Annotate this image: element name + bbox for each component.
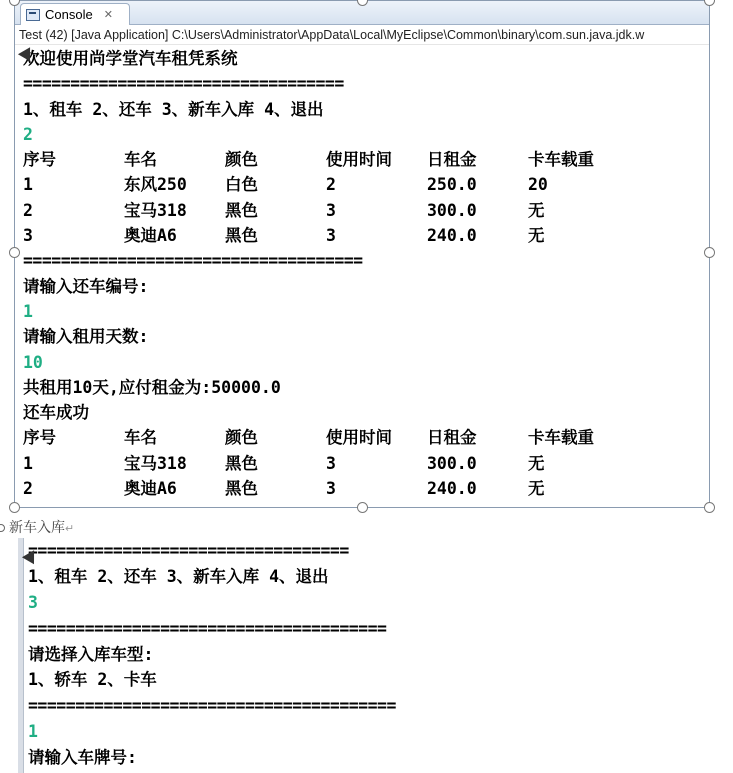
cell: 1 xyxy=(23,453,33,473)
separator-line: ======================================= xyxy=(28,696,396,716)
user-input-choice: 2 xyxy=(23,124,33,144)
separator-line: ====================================== xyxy=(28,618,387,638)
console-tab-label: Console xyxy=(45,7,93,22)
user-input-return-number: 1 xyxy=(23,301,33,321)
cell: 黑色 xyxy=(225,200,258,220)
cell: 2 xyxy=(326,175,336,195)
cell: 宝马318 xyxy=(124,200,187,220)
cell: 3 xyxy=(326,479,336,499)
col-header: 卡车载重 xyxy=(528,150,594,170)
left-ruler xyxy=(18,538,24,773)
user-input-choice: 3 xyxy=(28,592,38,612)
cell: 3 xyxy=(326,200,336,220)
cell: 无 xyxy=(528,226,545,246)
col-header: 颜色 xyxy=(225,150,258,170)
bullet-icon xyxy=(0,524,5,532)
resize-handle[interactable] xyxy=(704,502,715,513)
table-header xyxy=(23,425,628,450)
col-header: 使用时间 xyxy=(326,150,392,170)
prompt-rental-days: 请输入租用天数: xyxy=(23,327,149,347)
col-header: 日租金 xyxy=(427,150,477,170)
cell: 东风250 xyxy=(124,175,187,195)
cell: 2 xyxy=(23,200,33,220)
col-header: 车名 xyxy=(124,150,157,170)
caption-text: 新车入库 xyxy=(9,519,65,535)
user-input-rental-days: 10 xyxy=(23,352,43,372)
cell: 黑色 xyxy=(225,479,258,499)
console-output-2[interactable] xyxy=(18,538,733,773)
table-row xyxy=(23,198,628,223)
prompt-car-type: 请选择入库车型: xyxy=(28,644,154,664)
col-header: 卡车载重 xyxy=(528,428,594,448)
console-icon xyxy=(26,9,40,21)
console-output[interactable] xyxy=(23,46,628,501)
cell: 300.0 xyxy=(427,453,477,473)
table-row xyxy=(23,172,628,197)
total-rent-line: 共租用10天,应付租金为:50000.0 xyxy=(23,377,281,397)
cell: 2 xyxy=(23,479,33,499)
cell: 无 xyxy=(528,453,545,473)
col-header: 日租金 xyxy=(427,428,477,448)
cell: 3 xyxy=(326,453,336,473)
cell: 1 xyxy=(23,175,33,195)
cell: 宝马318 xyxy=(124,453,187,473)
console-tab[interactable] xyxy=(20,3,130,25)
cell: 3 xyxy=(23,226,33,246)
prompt-plate-number: 请输入车牌号: xyxy=(28,748,137,768)
separator-line: ================================== xyxy=(28,541,349,560)
welcome-line: 欢迎使用尚学堂汽车租凭系统 xyxy=(23,49,238,68)
console-text-2 xyxy=(28,538,396,771)
car-type-options: 1、轿车 2、卡车 xyxy=(28,670,157,690)
prompt-return-number: 请输入还车编号: xyxy=(23,276,149,296)
cell: 奥迪A6 xyxy=(124,479,177,499)
resize-handle[interactable] xyxy=(9,502,20,513)
table-row xyxy=(23,451,628,476)
cell: 奥迪A6 xyxy=(124,226,177,246)
launch-path: Test (42) [Java Application] C:\Users\Administrator\AppData\Local\MyEclipse\Common\binary\com.sun.java.jdk.w xyxy=(15,25,709,45)
table-row xyxy=(23,476,628,501)
cell: 白色 xyxy=(225,175,258,195)
resize-handle[interactable] xyxy=(704,247,715,258)
resize-handle[interactable] xyxy=(357,502,368,513)
cell: 无 xyxy=(528,200,545,220)
close-icon[interactable]: ✕ xyxy=(103,9,113,21)
document-caption xyxy=(0,517,74,537)
col-header: 序号 xyxy=(23,428,56,448)
table-header xyxy=(23,147,628,172)
resize-handle[interactable] xyxy=(704,0,715,6)
separator-line: ================================== xyxy=(23,74,344,94)
cell: 250.0 xyxy=(427,175,477,195)
cell: 300.0 xyxy=(427,200,477,220)
col-header: 使用时间 xyxy=(326,428,392,448)
cell: 3 xyxy=(326,226,336,246)
cell: 无 xyxy=(528,479,545,499)
cell: 黑色 xyxy=(225,226,258,246)
col-header: 车名 xyxy=(124,428,157,448)
col-header: 颜色 xyxy=(225,428,258,448)
col-header: 序号 xyxy=(23,150,56,170)
console-view xyxy=(14,0,710,508)
separator-line: ==================================== xyxy=(23,251,363,271)
return-success-line: 还车成功 xyxy=(23,403,89,423)
cell: 240.0 xyxy=(427,479,477,499)
resize-handle[interactable] xyxy=(9,247,20,258)
cell: 240.0 xyxy=(427,226,477,246)
user-input-car-type: 1 xyxy=(28,722,38,742)
paragraph-mark-icon: ↵ xyxy=(65,523,75,535)
cell: 20 xyxy=(528,175,548,195)
menu-line: 1、租车 2、还车 3、新车入库 4、退出 xyxy=(28,566,329,586)
table-row xyxy=(23,223,628,248)
cell: 黑色 xyxy=(225,453,258,473)
menu-line: 1、租车 2、还车 3、新车入库 4、退出 xyxy=(23,99,324,119)
